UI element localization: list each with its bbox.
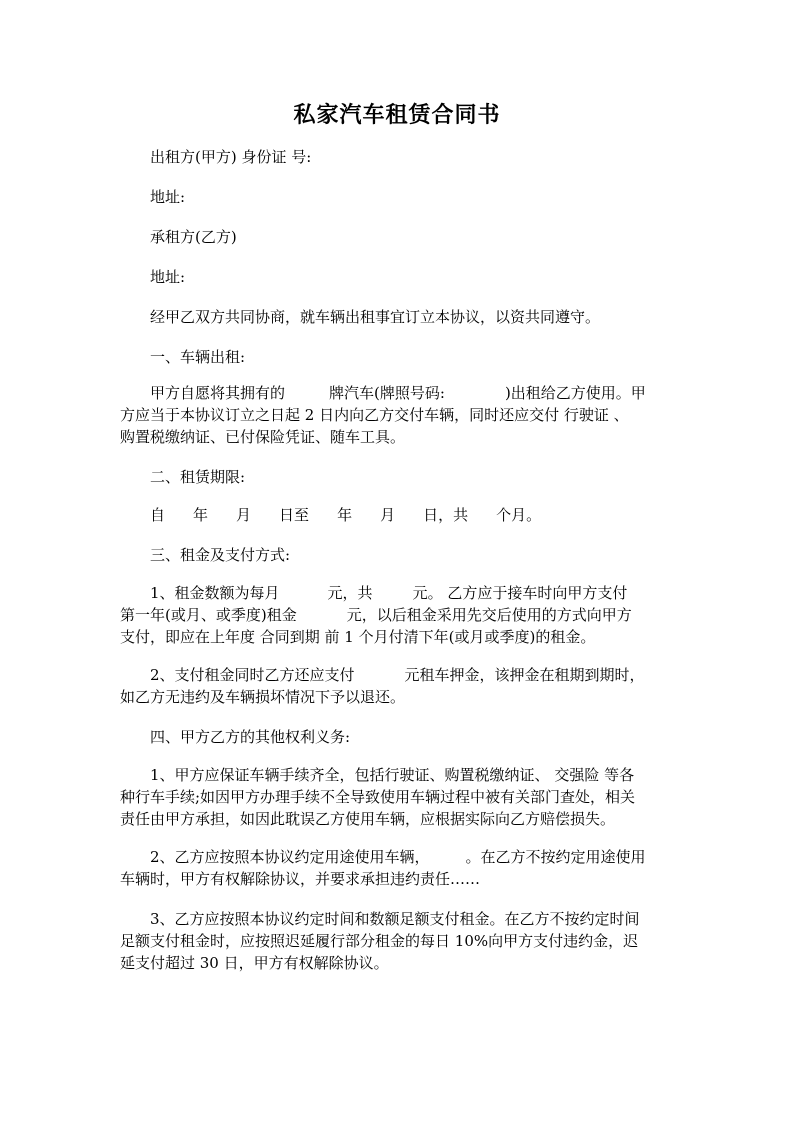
- lessee-address: 地址:: [150, 268, 186, 286]
- section4-p2-line1: [150, 846, 710, 868]
- intro-paragraph: 经甲乙双方共同协商，就车辆出租事宜订立本协议，以资共同遵守。: [150, 308, 601, 326]
- date-part: 年: [337, 506, 353, 524]
- section1-text-b: 牌汽车(牌照号码:: [329, 384, 445, 402]
- section4-text: 2、乙方应按照本协议约定用途使用车辆，: [150, 848, 430, 866]
- section3-p1-line1: [150, 582, 710, 604]
- lease-period-line: [150, 504, 710, 526]
- section3-text: 元，共: [327, 584, 373, 602]
- section4-p1-line2: 种行车手续;如因甲方办理手续不全导致使用车辆过程中被有关部门查处，相关: [120, 788, 636, 806]
- section4-p3-line3: 延支付超过 30 日，甲方有权解除协议。: [120, 954, 389, 972]
- section1-line1: [150, 382, 710, 404]
- section3-p1-line3: 支付，即应在上年度 合同到期 前 1 个月付清下年(或月或季度)的租金。: [120, 628, 596, 646]
- section3-text: 元。 乙方应于接车时向甲方支付: [412, 584, 628, 602]
- section1-line3: 购置税缴纳证、已付保险凭证、随车工具。: [120, 428, 406, 446]
- lessor-line: 出租方(甲方) 身份证 号:: [150, 148, 312, 166]
- section4-text: 。在乙方不按约定用途使用: [465, 848, 646, 866]
- section3-p2-line2: 如乙方无违约及车辆损坏情况下予以退还。: [120, 688, 406, 706]
- date-part: 年: [193, 506, 209, 524]
- lessee-line: 承租方(乙方): [150, 228, 237, 246]
- date-part: 日至: [279, 506, 310, 524]
- section3-text: 第一年(或月、或季度)租金: [120, 606, 297, 624]
- section3-text: 2、支付租金同时乙方还应支付: [150, 666, 355, 684]
- section4-p3-line1: 3、乙方应按照本协议约定时间和数额足额支付租金。在乙方不按约定时间: [150, 910, 640, 928]
- date-part: 自: [150, 506, 166, 524]
- section1-text-a: 甲方自愿将其拥有的: [150, 384, 286, 402]
- section4-p3-line2: 足额支付租金时，应按照迟延履行部分租金的每日 10%向甲方支付违约金，迟: [120, 932, 639, 950]
- lessor-address: 地址:: [150, 188, 186, 206]
- section3-text: 元租车押金，该押金在租期到期时，: [404, 666, 645, 684]
- section2-heading: 二、租赁期限:: [150, 468, 246, 486]
- section4-heading: 四、甲方乙方的其他权利义务:: [150, 728, 351, 746]
- section3-p2-line1: [150, 664, 710, 686]
- section1-text-c: )出租给乙方使用。甲: [504, 384, 646, 402]
- section4-p1-line3: 责任由甲方承担，如因此耽误乙方使用车辆，应根据实际向乙方赔偿损失。: [120, 810, 616, 828]
- section1-heading: 一、车辆出租:: [150, 348, 246, 366]
- section3-text: 1、租金数额为每月: [150, 584, 280, 602]
- document-title: 私家汽车租赁合同书: [293, 102, 501, 128]
- section4-p1-line1: 1、甲方应保证车辆手续齐全，包括行驶证、购置税缴纳证、 交强险 等各: [150, 766, 635, 784]
- date-part: 月: [236, 506, 252, 524]
- section3-text: 元，以后租金采用先交后使用的方式向甲方: [346, 606, 632, 624]
- date-part: 日，共: [423, 506, 469, 524]
- section3-heading: 三、租金及支付方式:: [150, 546, 291, 564]
- date-part: 月: [380, 506, 396, 524]
- section3-p1-line2: [120, 604, 680, 626]
- date-part: 个月。: [496, 506, 542, 524]
- section1-line2: 方应当于本协议订立之日起 2 日内向乙方交付车辆，同时还应交付 行驶证 、: [120, 406, 629, 424]
- section4-p2-line2: 车辆时，甲方有权解除协议，并要求承担违约责任……: [120, 870, 481, 888]
